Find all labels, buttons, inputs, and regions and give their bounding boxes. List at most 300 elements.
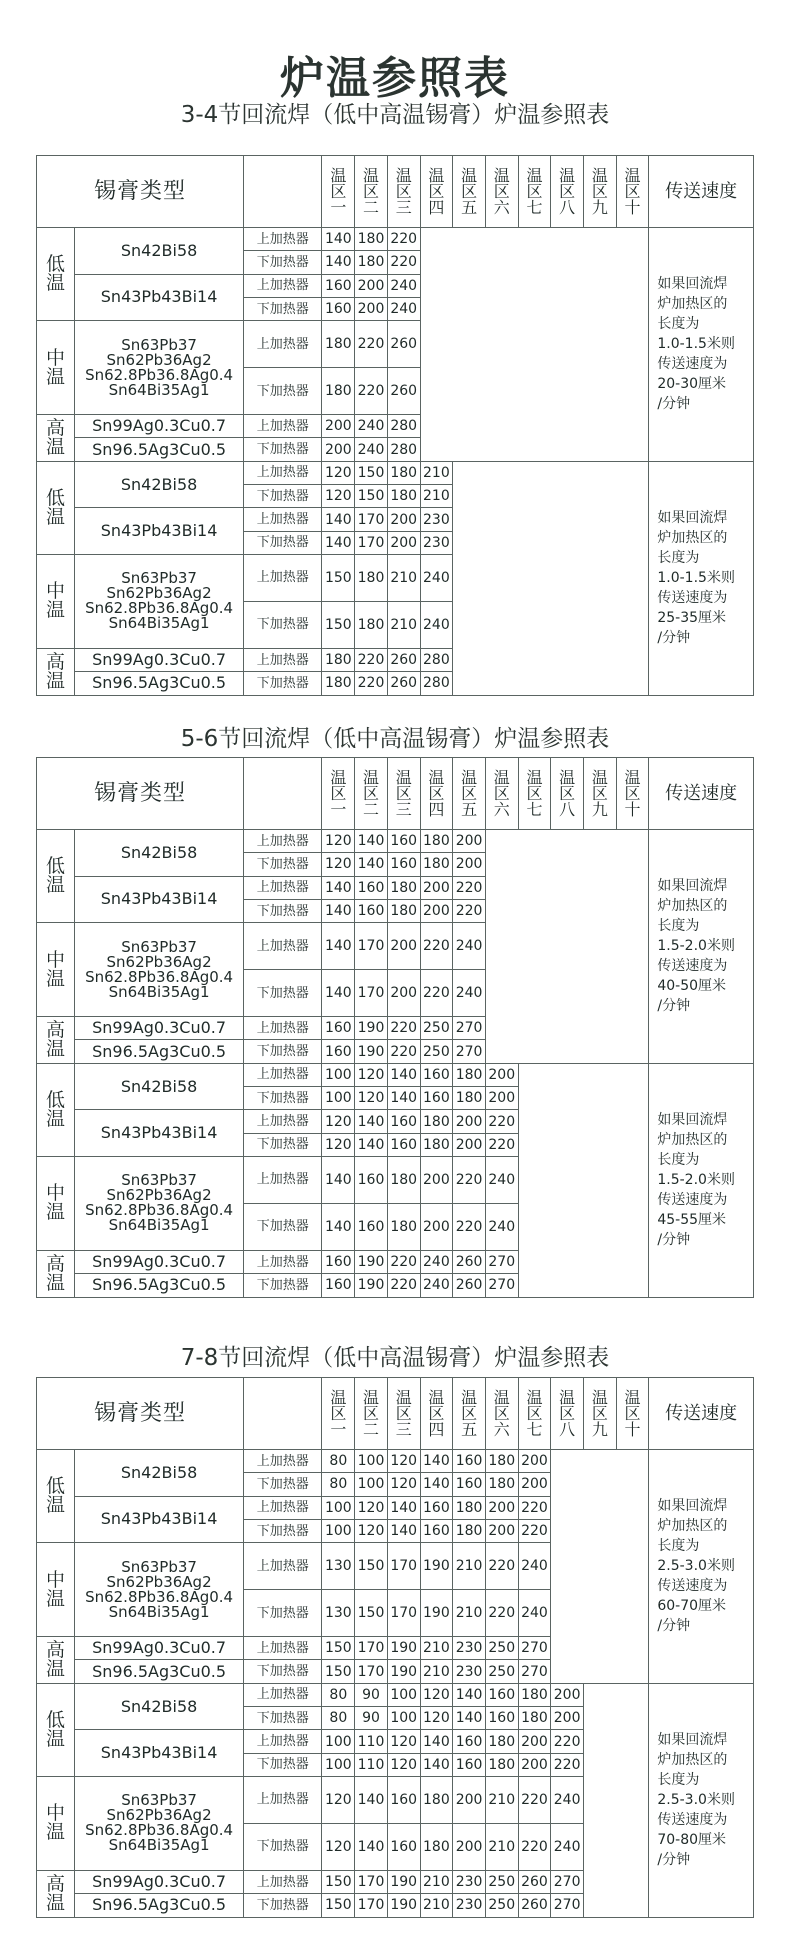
temperature-value: 240 <box>551 1823 584 1870</box>
temperature-value: 120 <box>387 1730 420 1753</box>
temperature-value: 190 <box>355 1250 388 1273</box>
temperature-value: 240 <box>551 1776 584 1823</box>
temperature-value: 160 <box>322 1250 355 1273</box>
temperature-value: 180 <box>387 899 420 922</box>
temperature-value: 160 <box>453 1473 486 1496</box>
zone-header: 温 区 二 <box>355 758 388 830</box>
temperature-value: 180 <box>355 251 388 274</box>
temp-group-label: 高 温 <box>37 1250 75 1297</box>
temperature-value: 120 <box>387 1450 420 1473</box>
lower-heater-label: 下加热器 <box>244 485 322 508</box>
temperature-value: 90 <box>355 1707 388 1730</box>
temperature-value: 160 <box>453 1753 486 1776</box>
temperature-value: 160 <box>355 1203 388 1250</box>
temperature-value: 220 <box>355 672 388 695</box>
alloy-name: Sn42Bi58 <box>75 461 244 508</box>
temperature-value: 190 <box>355 1040 388 1063</box>
temperature-value: 190 <box>355 1274 388 1297</box>
alloy-name: Sn43Pb43Bi14 <box>75 876 244 923</box>
zone-header: 温 区 九 <box>583 156 616 228</box>
temperature-value: 190 <box>420 1590 453 1637</box>
temperature-value: 190 <box>420 1543 453 1590</box>
temperature-value: 120 <box>387 1473 420 1496</box>
temp-group-label: 低 温 <box>37 461 75 554</box>
temp-group-label: 低 温 <box>37 830 75 923</box>
temperature-value: 140 <box>355 830 388 853</box>
speed-note: 如果回流焊 炉加热区的 长度为 1.5-2.0米则 传送速度为 45-55厘米 /分钟 <box>649 1063 754 1297</box>
temperature-value: 180 <box>518 1707 551 1730</box>
zone-header: 温 区 六 <box>485 1378 518 1450</box>
temperature-value: 120 <box>322 461 355 484</box>
upper-heater-label: 上加热器 <box>244 1156 322 1203</box>
temperature-value: 270 <box>485 1274 518 1297</box>
temperature-value: 220 <box>453 899 486 922</box>
temperature-value: 140 <box>355 1823 388 1870</box>
temperature-value: 160 <box>420 1087 453 1110</box>
zone-header: 温 区 八 <box>551 1378 584 1450</box>
temperature-value: 180 <box>322 368 355 415</box>
temperature-value: 180 <box>322 321 355 368</box>
temperature-value: 220 <box>387 228 420 251</box>
table-row <box>37 228 754 251</box>
temperature-value: 80 <box>322 1450 355 1473</box>
alloy-name: Sn42Bi58 <box>75 1683 244 1730</box>
zone-header: 温 区 五 <box>453 156 486 228</box>
zone-header: 温 区 九 <box>583 758 616 830</box>
temperature-value: 210 <box>420 1637 453 1660</box>
temperature-value: 160 <box>453 1730 486 1753</box>
temperature-value: 210 <box>420 1870 453 1893</box>
lower-heater-label: 下加热器 <box>244 853 322 876</box>
alloy-name: Sn96.5Ag3Cu0.5 <box>75 438 244 461</box>
temperature-value: 250 <box>485 1870 518 1893</box>
temperature-value: 180 <box>355 601 388 648</box>
temperature-value: 150 <box>322 554 355 601</box>
upper-heater-label: 上加热器 <box>244 1017 322 1040</box>
temperature-value: 200 <box>453 1823 486 1870</box>
temp-group-label: 低 温 <box>37 1450 75 1543</box>
temperature-value: 270 <box>518 1637 551 1660</box>
heater-header <box>244 758 322 830</box>
unused-zones <box>485 830 648 1064</box>
speed-note: 如果回流焊 炉加热区的 长度为 1.0-1.5米则 传送速度为 25-35厘米 /分钟 <box>649 461 754 695</box>
lower-heater-label: 下加热器 <box>244 1753 322 1776</box>
table-row <box>37 461 754 484</box>
section-title: 3-4节回流焊（低中高温锡膏）炉温参照表 <box>180 102 610 128</box>
temperature-value: 140 <box>355 1110 388 1133</box>
lower-heater-label: 下加热器 <box>244 1087 322 1110</box>
temperature-value: 200 <box>453 1133 486 1156</box>
table-row <box>37 830 754 853</box>
temperature-value: 180 <box>485 1730 518 1753</box>
temperature-value: 120 <box>322 1110 355 1133</box>
zone-header: 温 区 一 <box>322 156 355 228</box>
temperature-value: 260 <box>518 1894 551 1917</box>
temperature-value: 200 <box>518 1753 551 1776</box>
alloy-name: Sn99Ag0.3Cu0.7 <box>75 1870 244 1893</box>
lower-heater-label: 下加热器 <box>244 1660 322 1683</box>
temperature-value: 140 <box>322 228 355 251</box>
temperature-value: 180 <box>485 1753 518 1776</box>
temperature-value: 250 <box>485 1894 518 1917</box>
temperature-value: 200 <box>420 876 453 899</box>
temperature-value: 200 <box>355 297 388 320</box>
temperature-value: 140 <box>387 1063 420 1086</box>
speed-note: 如果回流焊 炉加热区的 长度为 2.5-3.0米则 传送速度为 70-80厘米 /分钟 <box>649 1683 754 1917</box>
zone-header: 温 区 三 <box>387 1378 420 1450</box>
temperature-value: 240 <box>420 601 453 648</box>
temperature-value: 140 <box>453 1683 486 1706</box>
temperature-value: 120 <box>420 1707 453 1730</box>
heater-header <box>244 156 322 228</box>
temperature-value: 160 <box>322 297 355 320</box>
upper-heater-label: 上加热器 <box>244 1063 322 1086</box>
temperature-value: 200 <box>387 508 420 531</box>
temperature-value: 170 <box>355 1870 388 1893</box>
temperature-value: 190 <box>355 1017 388 1040</box>
lower-heater-label: 下加热器 <box>244 1274 322 1297</box>
temperature-value: 180 <box>453 1063 486 1086</box>
temperature-value: 200 <box>485 1087 518 1110</box>
temperature-value: 210 <box>485 1823 518 1870</box>
temperature-value: 170 <box>355 923 388 970</box>
temperature-value: 240 <box>420 1250 453 1273</box>
temperature-value: 100 <box>387 1707 420 1730</box>
temperature-value: 160 <box>355 899 388 922</box>
temperature-value: 140 <box>322 876 355 899</box>
temperature-value: 240 <box>420 1274 453 1297</box>
temperature-value: 210 <box>453 1590 486 1637</box>
zone-header: 温 区 三 <box>387 156 420 228</box>
speed-header: 传送速度 <box>649 1378 754 1450</box>
lower-heater-label: 下加热器 <box>244 1590 322 1637</box>
temperature-value: 180 <box>387 485 420 508</box>
alloy-name: Sn43Pb43Bi14 <box>75 1730 244 1777</box>
temperature-value: 140 <box>420 1473 453 1496</box>
temperature-value: 150 <box>322 1660 355 1683</box>
alloy-name: Sn42Bi58 <box>75 830 244 877</box>
temperature-value: 200 <box>453 830 486 853</box>
unused-zones <box>551 1450 649 1684</box>
temperature-value: 110 <box>355 1730 388 1753</box>
alloy-name: Sn99Ag0.3Cu0.7 <box>75 648 244 671</box>
temp-group-label: 中 温 <box>37 1776 75 1870</box>
zone-header: 温 区 二 <box>355 1378 388 1450</box>
upper-heater-label: 上加热器 <box>244 1110 322 1133</box>
alloy-name: Sn42Bi58 <box>75 1063 244 1110</box>
temperature-value: 150 <box>355 461 388 484</box>
temperature-value: 180 <box>420 1823 453 1870</box>
temperature-value: 260 <box>387 672 420 695</box>
temperature-value: 210 <box>420 1660 453 1683</box>
temperature-value: 200 <box>387 923 420 970</box>
temperature-value: 100 <box>355 1473 388 1496</box>
temperature-value: 140 <box>322 1156 355 1203</box>
temperature-value: 160 <box>322 1274 355 1297</box>
table-row <box>37 1063 754 1086</box>
temperature-value: 180 <box>420 853 453 876</box>
temperature-value: 120 <box>322 1776 355 1823</box>
reference-table <box>36 1377 754 1918</box>
temperature-value: 260 <box>387 368 420 415</box>
temperature-value: 220 <box>420 923 453 970</box>
temp-group-label: 中 温 <box>37 554 75 648</box>
temperature-value: 230 <box>420 508 453 531</box>
temperature-value: 170 <box>387 1543 420 1590</box>
temperature-value: 180 <box>420 1110 453 1133</box>
alloy-name: Sn63Pb37 Sn62Pb36Ag2 Sn62.8Pb36.8Ag0.4 Sn64Bi35Ag1 <box>75 1776 244 1870</box>
zone-header: 温 区 十 <box>616 156 649 228</box>
table-row <box>37 1450 754 1473</box>
temperature-value: 100 <box>322 1496 355 1519</box>
unused-zones <box>583 1683 648 1917</box>
temperature-value: 200 <box>420 1203 453 1250</box>
temperature-value: 260 <box>387 321 420 368</box>
temperature-value: 150 <box>355 485 388 508</box>
temperature-value: 240 <box>518 1590 551 1637</box>
temperature-value: 180 <box>453 1519 486 1542</box>
alloy-name: Sn63Pb37 Sn62Pb36Ag2 Sn62.8Pb36.8Ag0.4 Sn64Bi35Ag1 <box>75 1156 244 1250</box>
temperature-value: 140 <box>453 1707 486 1730</box>
upper-heater-label: 上加热器 <box>244 274 322 297</box>
upper-heater-label: 上加热器 <box>244 415 322 438</box>
temperature-value: 210 <box>387 601 420 648</box>
temperature-value: 100 <box>322 1063 355 1086</box>
temperature-value: 210 <box>387 554 420 601</box>
lower-heater-label: 下加热器 <box>244 368 322 415</box>
zone-header: 温 区 六 <box>485 156 518 228</box>
temperature-value: 80 <box>322 1707 355 1730</box>
zone-header: 温 区 四 <box>420 156 453 228</box>
temperature-value: 220 <box>518 1496 551 1519</box>
temperature-value: 260 <box>453 1250 486 1273</box>
unused-zones <box>420 228 649 462</box>
temperature-value: 180 <box>322 648 355 671</box>
temperature-value: 160 <box>355 876 388 899</box>
temperature-value: 200 <box>518 1450 551 1473</box>
alloy-name: Sn96.5Ag3Cu0.5 <box>75 1040 244 1063</box>
temperature-value: 240 <box>387 274 420 297</box>
temperature-value: 150 <box>355 1543 388 1590</box>
temperature-value: 200 <box>420 1156 453 1203</box>
temperature-value: 190 <box>387 1660 420 1683</box>
temperature-value: 140 <box>387 1087 420 1110</box>
temperature-value: 140 <box>420 1450 453 1473</box>
temperature-value: 220 <box>551 1730 584 1753</box>
temperature-value: 210 <box>420 461 453 484</box>
temp-group-label: 高 温 <box>37 1017 75 1064</box>
lower-heater-label: 下加热器 <box>244 1203 322 1250</box>
temperature-value: 160 <box>355 1156 388 1203</box>
temp-group-label: 低 温 <box>37 228 75 321</box>
temperature-value: 200 <box>387 531 420 554</box>
temperature-value: 150 <box>355 1590 388 1637</box>
temperature-value: 140 <box>355 853 388 876</box>
temperature-value: 230 <box>453 1870 486 1893</box>
temperature-value: 220 <box>551 1753 584 1776</box>
upper-heater-label: 上加热器 <box>244 1637 322 1660</box>
unused-zones <box>518 1063 649 1297</box>
temperature-value: 160 <box>387 1110 420 1133</box>
temperature-value: 120 <box>322 830 355 853</box>
temperature-value: 230 <box>420 531 453 554</box>
temperature-value: 170 <box>355 531 388 554</box>
alloy-name: Sn99Ag0.3Cu0.7 <box>75 1250 244 1273</box>
temperature-value: 150 <box>322 1870 355 1893</box>
temperature-value: 140 <box>420 1730 453 1753</box>
reference-table <box>36 757 754 1298</box>
temp-group-label: 低 温 <box>37 1683 75 1776</box>
zone-header: 温 区 七 <box>518 758 551 830</box>
type-header: 锡膏类型 <box>37 1378 244 1450</box>
zone-header: 温 区 十 <box>616 1378 649 1450</box>
temperature-value: 180 <box>387 1203 420 1250</box>
temperature-value: 180 <box>485 1473 518 1496</box>
upper-heater-label: 上加热器 <box>244 1870 322 1893</box>
temperature-value: 200 <box>322 438 355 461</box>
temperature-value: 220 <box>485 1133 518 1156</box>
temperature-value: 200 <box>453 853 486 876</box>
upper-heater-label: 上加热器 <box>244 876 322 899</box>
upper-heater-label: 上加热器 <box>244 1543 322 1590</box>
temperature-value: 130 <box>322 1543 355 1590</box>
temperature-value: 120 <box>322 853 355 876</box>
reference-table <box>36 155 754 696</box>
lower-heater-label: 下加热器 <box>244 1823 322 1870</box>
zone-header: 温 区 七 <box>518 156 551 228</box>
temperature-value: 120 <box>322 485 355 508</box>
speed-note: 如果回流焊 炉加热区的 长度为 2.5-3.0米则 传送速度为 60-70厘米 /分钟 <box>649 1450 754 1684</box>
temperature-value: 120 <box>355 1496 388 1519</box>
temperature-value: 280 <box>420 648 453 671</box>
heater-header <box>244 1378 322 1450</box>
temperature-value: 230 <box>453 1894 486 1917</box>
lower-heater-label: 下加热器 <box>244 1040 322 1063</box>
temperature-value: 200 <box>551 1707 584 1730</box>
page-title: 炉温参照表 <box>280 53 510 104</box>
zone-header: 温 区 五 <box>453 758 486 830</box>
temperature-value: 200 <box>518 1730 551 1753</box>
temperature-value: 200 <box>485 1519 518 1542</box>
temperature-value: 120 <box>420 1683 453 1706</box>
temperature-value: 180 <box>420 830 453 853</box>
temperature-value: 160 <box>485 1707 518 1730</box>
temperature-value: 240 <box>355 415 388 438</box>
temperature-value: 100 <box>322 1519 355 1542</box>
temperature-value: 220 <box>485 1110 518 1133</box>
lower-heater-label: 下加热器 <box>244 601 322 648</box>
temperature-value: 160 <box>420 1519 453 1542</box>
temperature-value: 120 <box>355 1519 388 1542</box>
alloy-name: Sn99Ag0.3Cu0.7 <box>75 1637 244 1660</box>
table-row <box>37 1683 754 1706</box>
alloy-name: Sn96.5Ag3Cu0.5 <box>75 1660 244 1683</box>
temperature-value: 210 <box>485 1776 518 1823</box>
temperature-value: 230 <box>453 1637 486 1660</box>
temperature-value: 170 <box>355 970 388 1017</box>
temperature-value: 180 <box>355 554 388 601</box>
speed-note: 如果回流焊 炉加热区的 长度为 1.5-2.0米则 传送速度为 40-50厘米 /分钟 <box>649 830 754 1064</box>
temperature-value: 270 <box>551 1870 584 1893</box>
temperature-value: 120 <box>355 1063 388 1086</box>
temperature-value: 160 <box>485 1683 518 1706</box>
temperature-value: 90 <box>355 1683 388 1706</box>
temperature-value: 160 <box>322 274 355 297</box>
alloy-name: Sn99Ag0.3Cu0.7 <box>75 1017 244 1040</box>
temperature-value: 220 <box>518 1776 551 1823</box>
alloy-name: Sn96.5Ag3Cu0.5 <box>75 672 244 695</box>
temperature-value: 270 <box>551 1894 584 1917</box>
temperature-value: 100 <box>322 1753 355 1776</box>
alloy-name: Sn63Pb37 Sn62Pb36Ag2 Sn62.8Pb36.8Ag0.4 Sn64Bi35Ag1 <box>75 1543 244 1637</box>
temperature-value: 170 <box>387 1590 420 1637</box>
upper-heater-label: 上加热器 <box>244 1450 322 1473</box>
temperature-value: 160 <box>387 1133 420 1156</box>
temperature-value: 220 <box>518 1823 551 1870</box>
section-title: 7-8节回流焊（低中高温锡膏）炉温参照表 <box>180 1345 610 1371</box>
temperature-value: 140 <box>355 1133 388 1156</box>
temperature-value: 240 <box>485 1156 518 1203</box>
temperature-value: 160 <box>322 1040 355 1063</box>
speed-header: 传送速度 <box>649 156 754 228</box>
temperature-value: 220 <box>518 1519 551 1542</box>
temperature-value: 170 <box>355 1894 388 1917</box>
temperature-value: 220 <box>453 1203 486 1250</box>
temperature-value: 140 <box>322 923 355 970</box>
type-header: 锡膏类型 <box>37 156 244 228</box>
temp-group-label: 高 温 <box>37 648 75 695</box>
unused-zones <box>453 461 649 695</box>
temperature-value: 220 <box>355 648 388 671</box>
temperature-value: 220 <box>387 1017 420 1040</box>
upper-heater-label: 上加热器 <box>244 508 322 531</box>
upper-heater-label: 上加热器 <box>244 1250 322 1273</box>
temperature-value: 170 <box>355 1637 388 1660</box>
zone-header: 温 区 五 <box>453 1378 486 1450</box>
temperature-value: 120 <box>322 1133 355 1156</box>
temperature-value: 200 <box>551 1683 584 1706</box>
temperature-value: 130 <box>322 1590 355 1637</box>
temperature-value: 260 <box>518 1870 551 1893</box>
zone-header: 温 区 四 <box>420 758 453 830</box>
temperature-value: 200 <box>420 899 453 922</box>
upper-heater-label: 上加热器 <box>244 228 322 251</box>
upper-heater-label: 上加热器 <box>244 554 322 601</box>
temperature-value: 140 <box>387 1496 420 1519</box>
zone-header: 温 区 三 <box>387 758 420 830</box>
alloy-name: Sn63Pb37 Sn62Pb36Ag2 Sn62.8Pb36.8Ag0.4 Sn64Bi35Ag1 <box>75 321 244 415</box>
temperature-value: 140 <box>322 508 355 531</box>
temperature-value: 160 <box>387 1823 420 1870</box>
temperature-value: 210 <box>420 485 453 508</box>
temperature-value: 220 <box>355 368 388 415</box>
zone-header: 温 区 八 <box>551 758 584 830</box>
temperature-value: 120 <box>387 1753 420 1776</box>
temperature-value: 180 <box>420 1776 453 1823</box>
temperature-value: 200 <box>485 1496 518 1519</box>
lower-heater-label: 下加热器 <box>244 1473 322 1496</box>
temperature-value: 280 <box>387 438 420 461</box>
alloy-name: Sn99Ag0.3Cu0.7 <box>75 415 244 438</box>
upper-heater-label: 上加热器 <box>244 461 322 484</box>
temperature-value: 160 <box>453 1450 486 1473</box>
temp-group-label: 高 温 <box>37 415 75 462</box>
temperature-value: 180 <box>387 1156 420 1203</box>
lower-heater-label: 下加热器 <box>244 970 322 1017</box>
lower-heater-label: 下加热器 <box>244 672 322 695</box>
temperature-value: 160 <box>420 1063 453 1086</box>
temperature-value: 160 <box>420 1496 453 1519</box>
